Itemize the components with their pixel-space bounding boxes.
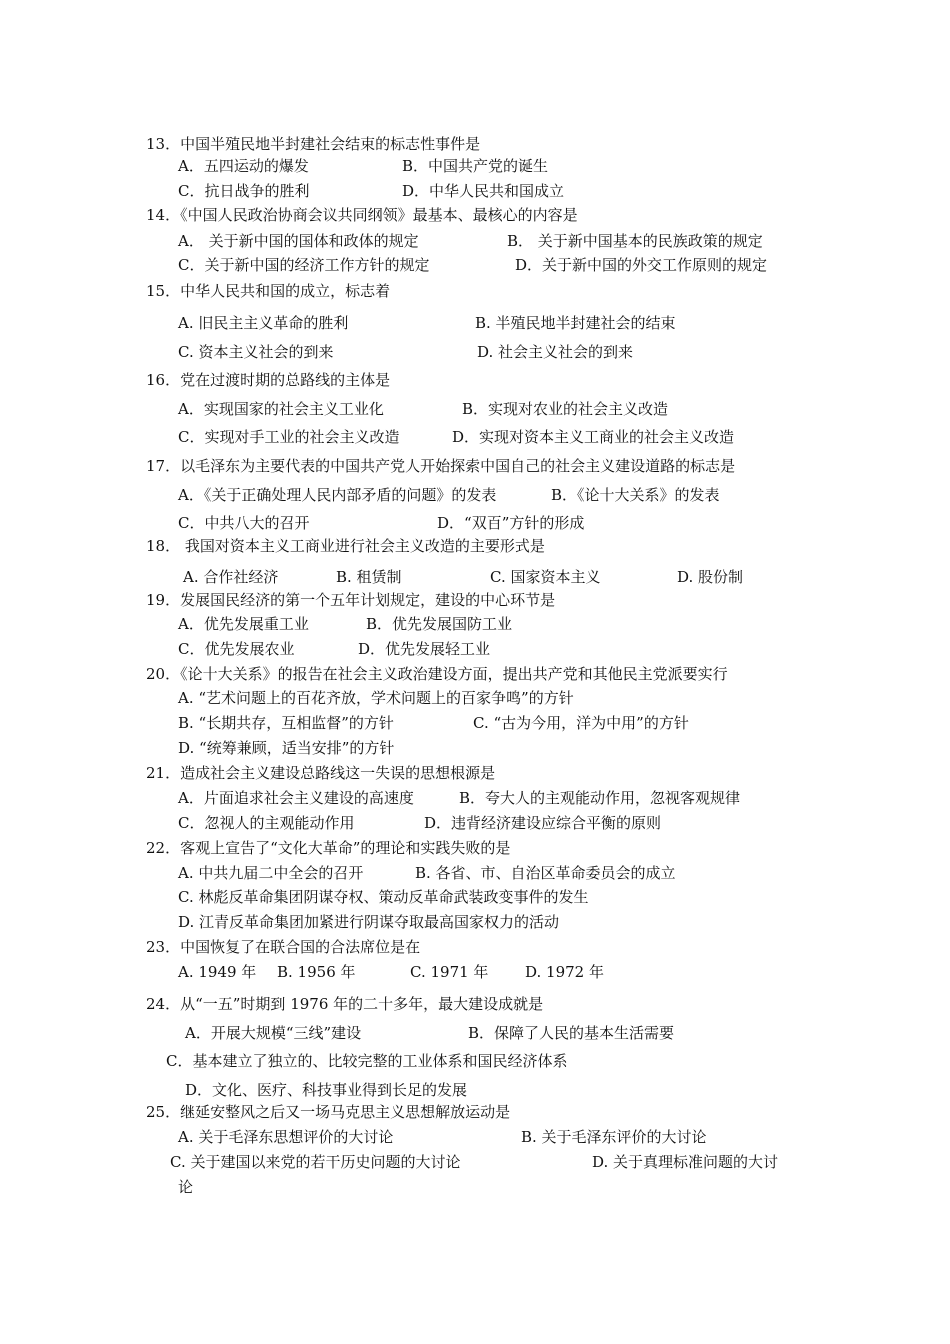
answer-option: D. 股份制 xyxy=(677,568,744,586)
answer-option: B. 半殖民地半封建社会的结束 xyxy=(475,314,676,332)
question-text: 客观上宣告了“文化大革命”的理论和实践失败的是 xyxy=(180,839,511,857)
question-stem xyxy=(146,664,728,684)
question-text: 以毛泽东为主要代表的中国共产党人开始探索中国自己的社会主义建设道路的标志是 xyxy=(180,457,736,475)
question-text: 《中国人民政治协商会议共同纲领》最基本、最核心的内容是 xyxy=(180,206,578,224)
answer-option: A. “艺术问题上的百花齐放，学术问题上的百家争鸣”的方针 xyxy=(178,689,574,707)
question-number: 20． xyxy=(146,665,181,683)
answer-option: C. 资本主义社会的到来 xyxy=(178,343,334,361)
answer-option: A．片面追求社会主义建设的高速度 xyxy=(178,789,414,807)
question-number: 16． xyxy=(146,371,181,389)
question-text: 中华人民共和国的成立，标志着 xyxy=(180,282,391,300)
answer-option: A．开展大规模“三线”建设 xyxy=(185,1024,362,1042)
question-stem xyxy=(146,281,390,301)
answer-option: C．优先发展农业 xyxy=(178,640,295,658)
answer-option: A. 1949 年 xyxy=(178,963,257,981)
question-text: 从“一五”时期到 1976 年的二十多年，最大建设成就是 xyxy=(180,995,544,1013)
answer-option: C．基本建立了独立的、比较完整的工业体系和国民经济体系 xyxy=(166,1052,568,1070)
answer-option: A． 关于新中国的国体和政体的规定 xyxy=(178,232,419,250)
question-stem xyxy=(146,937,420,957)
question-text: 继延安整风之后又一场马克思主义思想解放运动是 xyxy=(180,1103,511,1121)
answer-option: C．忽视人的主观能动作用 xyxy=(178,814,355,832)
answer-option: B．保障了人民的基本生活需要 xyxy=(468,1024,675,1042)
question-number: 15． xyxy=(146,282,181,300)
answer-option: B．夸大人的主观能动作用，忽视客观规律 xyxy=(459,789,741,807)
answer-option: B. “长期共存，互相监督”的方针 xyxy=(178,714,394,732)
question-number: 25． xyxy=(146,1103,181,1121)
answer-option: 论 xyxy=(178,1178,194,1196)
answer-option: D．“双百”方针的形成 xyxy=(437,514,585,532)
question-stem xyxy=(146,536,545,556)
answer-option: B．中国共产党的诞生 xyxy=(402,157,549,175)
answer-option: B. 各省、市、自治区革命委员会的成立 xyxy=(415,864,676,882)
question-number: 13． xyxy=(146,135,181,153)
answer-option: A．实现国家的社会主义工业化 xyxy=(178,400,384,418)
question-stem xyxy=(146,994,543,1014)
question-text: 党在过渡时期的总路线的主体是 xyxy=(180,371,391,389)
question-text: 《论十大关系》的报告在社会主义政治建设方面，提出共产党和其他民主党派要实行 xyxy=(180,665,728,683)
question-stem xyxy=(146,1102,510,1122)
answer-option: D．优先发展轻工业 xyxy=(358,640,491,658)
answer-option: A．《关于正确处理人民内部矛盾的问题》的发表 xyxy=(178,486,497,504)
question-stem xyxy=(146,205,578,225)
question-text: 中国恢复了在联合国的合法席位是在 xyxy=(180,938,421,956)
answer-option: B. 1956 年 xyxy=(277,963,356,981)
answer-option: C. “古为今用，洋为中用”的方针 xyxy=(473,714,689,732)
answer-option: D. 1972 年 xyxy=(525,963,604,981)
question-stem xyxy=(146,838,510,858)
answer-option: A. 关于毛泽东思想评价的大讨论 xyxy=(178,1128,394,1146)
question-text: 发展国民经济的第一个五年计划规定，建设的中心环节是 xyxy=(180,591,556,609)
question-number: 21． xyxy=(146,764,181,782)
answer-option: C. 关于建国以来党的若干历史问题的大讨论 xyxy=(170,1153,461,1171)
answer-option: D. “统筹兼顾，适当安排”的方针 xyxy=(178,739,395,757)
answer-option: C．中共八大的召开 xyxy=(178,514,310,532)
answer-option: A. 中共九届二中全会的召开 xyxy=(178,864,364,882)
answer-option: B. 关于毛泽东评价的大讨论 xyxy=(521,1128,707,1146)
question-stem xyxy=(146,456,735,476)
question-number: 24． xyxy=(146,995,181,1013)
answer-option: A．五四运动的爆发 xyxy=(178,157,309,175)
answer-option: C．实现对手工业的社会主义改造 xyxy=(178,428,400,446)
question-number: 18． xyxy=(146,537,181,555)
answer-option: A．优先发展重工业 xyxy=(178,615,309,633)
question-text: 中国半殖民地半封建社会结束的标志性事件是 xyxy=(180,135,481,153)
question-number: 17． xyxy=(146,457,181,475)
answer-option: D．文化、医疗、科技事业得到长足的发展 xyxy=(185,1081,468,1099)
question-text: 造成社会主义建设总路线这一失误的思想根源是 xyxy=(180,764,496,782)
answer-option: A. 合作社经济 xyxy=(183,568,279,586)
answer-option: C. 林彪反革命集团阴谋夺权、策动反革命武装政变事件的发生 xyxy=(178,888,589,906)
question-stem xyxy=(146,370,390,390)
question-number: 22． xyxy=(146,839,181,857)
answer-option: C. 1971 年 xyxy=(410,963,489,981)
answer-option: B． 关于新中国基本的民族政策的规定 xyxy=(507,232,763,250)
question-stem xyxy=(146,763,495,783)
question-stem xyxy=(146,590,555,610)
answer-option: B．《论十大关系》的发表 xyxy=(551,486,720,504)
answer-option: D. 关于真理标准问题的大讨 xyxy=(592,1153,779,1171)
answer-option: B．优先发展国防工业 xyxy=(366,615,513,633)
answer-option: C. 国家资本主义 xyxy=(490,568,601,586)
question-number: 19． xyxy=(146,591,181,609)
answer-option: B. 租赁制 xyxy=(336,568,402,586)
answer-option: A. 旧民主主义革命的胜利 xyxy=(178,314,349,332)
question-text: 我国对资本主义工商业进行社会主义改造的主要形式是 xyxy=(180,537,545,555)
question-number: 23． xyxy=(146,938,181,956)
answer-option: D．实现对资本主义工商业的社会主义改造 xyxy=(452,428,735,446)
question-stem xyxy=(146,134,480,154)
question-number: 14． xyxy=(146,206,181,224)
answer-option: D. 社会主义社会的到来 xyxy=(477,343,634,361)
answer-option: B．实现对农业的社会主义改造 xyxy=(462,400,669,418)
answer-option: D．违背经济建设应综合平衡的原则 xyxy=(424,814,662,832)
answer-option: D．中华人民共和国成立 xyxy=(402,182,565,200)
answer-option: C．抗日战争的胜利 xyxy=(178,182,310,200)
answer-option: C．关于新中国的经济工作方针的规定 xyxy=(178,256,430,274)
answer-option: D．关于新中国的外交工作原则的规定 xyxy=(515,256,768,274)
answer-option: D. 江青反革命集团加紧进行阴谋夺取最高国家权力的活动 xyxy=(178,913,560,931)
